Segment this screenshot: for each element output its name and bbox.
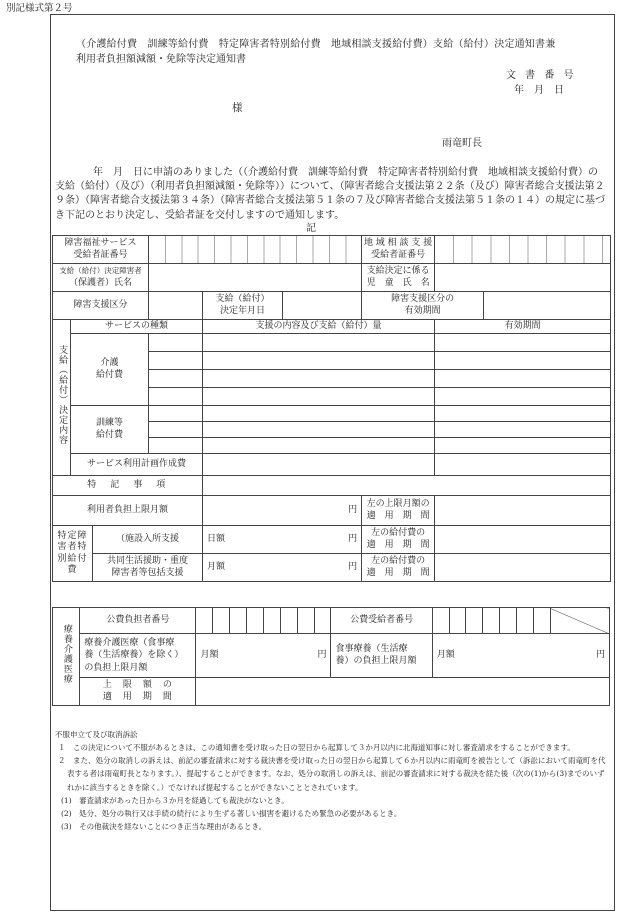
medical-side-label: 療養介護医療: [53, 608, 80, 706]
child-name-label: 支給決定に係る 児 童 氏 名: [362, 264, 435, 292]
appeal-notes: [55, 728, 610, 833]
limit-period-label: 左の上限月額の 適 用 期 間: [362, 496, 435, 526]
notes-sub-1: (1) 審査請求があった日から３か月を経過しても裁決がないとき。: [61, 795, 289, 805]
decision-content-side-label: 支給（給付）決定内容: [53, 320, 71, 476]
document-number-label: 文 書 番 号: [506, 70, 577, 81]
recipient-name-value: [149, 264, 362, 292]
class-period-label: 障害支援区分の 有効期間: [362, 292, 484, 320]
burden-limit-yen: 円: [203, 496, 362, 526]
chiiki-cert-no-label: 地 域 相 談 支 援 受給者証番号: [362, 236, 435, 264]
child-name-value: [435, 264, 611, 292]
kaigo-label: 介護 給付費: [71, 334, 149, 406]
decision-date-label: 支給（給付） 決定年月日: [203, 292, 283, 320]
notice-body: 年 月 日に申請のありました（（介護給付費 訓練等給付費 特定障害者特別給付費 地域相談支援給付費）の支給（給付）（及び）（利用者負担額減額・免除等））について、（障害者総合支援法第２２条（及び）障害者総合支援法第２９条）（障害者総合支援法第３４条）（障害者総合支援法第５１条の７及び障害者総合支援法第５１条の１４）の規定に基づき下記のとおり決定し、受給者証を交付しますので通知します。: [55, 167, 605, 221]
notes-item-2: ２ また、処分の取消しの訴えは、前記の審査請求に対する裁決書を受け取った日の翌日から起算して６か月以内に雨竜町を被告として（訴訟において雨竜町を代表する者は雨竜町長となります。）、提起することができます。なお、処分の取消しの訴えは、前記の審査請求に対する裁決を経た後（次の(1)から(3)までのいずれかに該当するときを除く。）でなければ提起することができないこととされています。: [58, 756, 606, 792]
content-header: 支援の内容及び支給（給付）量: [203, 320, 435, 334]
medical-limit-period-value: [196, 678, 610, 706]
meal-limit-label: 食事療養（生活療 養）の負担上限月額: [331, 634, 432, 678]
meal-limit-value: 月額 円: [432, 634, 609, 678]
benefit-period-label-2: 左の給付費の 適 用 期 間: [362, 554, 435, 582]
form-number-label: 別記様式第２号: [6, 3, 73, 14]
notes-heading: 不服申立て及び取消訴訟: [55, 730, 138, 739]
daily-amount-cell: 日額 円: [203, 526, 362, 554]
service-cert-no-label: 障害福祉サービス 受給者証番号: [53, 236, 149, 264]
facility-support-label: （施設入所支援: [93, 526, 203, 554]
document-date-label: 年 月 日: [514, 85, 564, 96]
notes-sub-3: (3) その他裁決を経ないことにつき正当な理由があるとき。: [61, 821, 267, 831]
benefit-period-label-1: 左の給付費の 適 用 期 間: [362, 526, 435, 554]
recipient-no-label: 公費受給者番号: [331, 608, 432, 634]
payer-no-label: 公費負担者番号: [80, 608, 196, 634]
tokutei-label: 特定障 害者特 別給付 費: [53, 526, 93, 582]
special-notes-value: [203, 476, 611, 496]
document-title: （介護給付費 訓練等給付費 特定障害者特別給付費 地域相談支援給付費）支給（給付）決定通知書兼: [76, 39, 556, 50]
period-header: 有効期間: [435, 320, 611, 334]
medical-limit-value: 月額 円: [196, 634, 331, 678]
decision-date-value: [283, 292, 362, 320]
group-support-label: 共同生活援助・重度 障害者等包括支援: [93, 554, 203, 582]
medical-table: [52, 607, 610, 706]
special-notes-label: 特 記 事 項: [53, 476, 203, 496]
plan-fee-label: サービス利用計画作成費: [71, 454, 203, 476]
class-period-value: [484, 292, 611, 320]
support-class-value: [149, 292, 203, 320]
service-type-header: サービスの種類: [71, 320, 203, 334]
decision-table: [52, 235, 611, 582]
service-cert-no-value: [149, 236, 362, 264]
burden-limit-label: 利用者負担上限月額: [53, 496, 203, 526]
support-class-label: 障害支援区分: [53, 292, 149, 320]
kunren-label: 訓練等 給付費: [71, 406, 149, 454]
addressee-suffix: 様: [232, 102, 243, 114]
notes-sub-2: (2) 処分、処分の執行又は手続の続行により生ずる著しい損害を避けるため緊急の必要があるとき。: [61, 808, 402, 818]
recipient-name-label: 支給（給付）決定障害者 （保護者）氏名: [53, 264, 149, 292]
ki-heading: 記: [306, 223, 316, 234]
medical-limit-period-label: 上 限 額 の 適 用 期 間: [80, 678, 196, 706]
medical-limit-label: 療養介護医療（食事療 養（生活療養）を除く） の負担上限月額: [80, 634, 196, 678]
chiiki-cert-no-value: [435, 236, 611, 264]
notes-item-1: １ この決定について不服があるときは、この通知書を受け取った日の翌日から起算して３か月以内に北海道知事に対し審査請求をすることができます。: [58, 743, 575, 753]
issuer-name: 雨竜町長: [442, 138, 482, 149]
document-subtitle: 利用者負担額減額・免除等決定通知書: [76, 54, 246, 65]
monthly-amount-cell: 月額 円: [203, 554, 362, 582]
